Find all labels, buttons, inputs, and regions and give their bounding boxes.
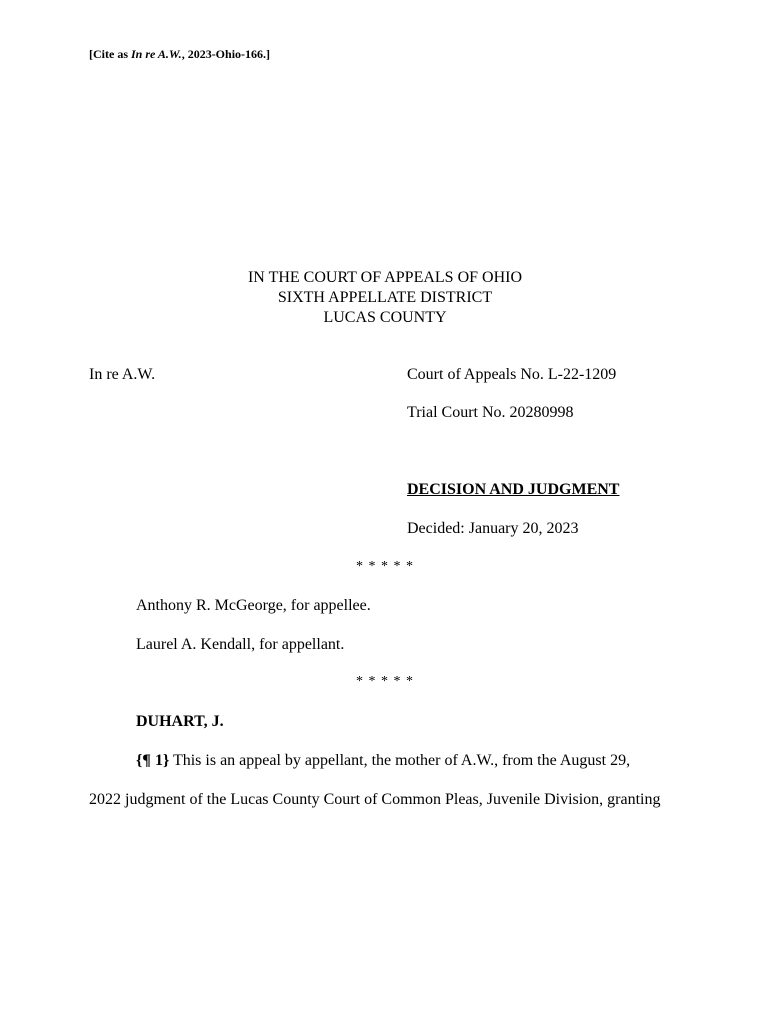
case-name: In re A.W. [89,366,156,383]
cite-case-name: In re A.W. [131,47,182,61]
separator-bottom: * * * * * [356,674,414,689]
court-district: SIXTH APPELLATE DISTRICT [277,289,493,306]
cite-suffix: , 2023-Ohio-166.] [181,47,271,61]
court-county: LUCAS COUNTY [323,309,447,326]
trial-court-number: Trial Court No. 20280998 [407,404,574,421]
cite-prefix: [Cite as [89,47,131,61]
paragraph-number: {¶ 1} [136,752,170,769]
counsel-appellee: Anthony R. McGeorge, for appellee. [136,597,371,614]
judge-name: DUHART, J. [136,713,224,730]
separator-top: * * * * * [356,559,414,574]
appeals-number: Court of Appeals No. L-22-1209 [407,366,617,383]
citation-header [89,47,270,62]
paragraph-1-continued: 2022 judgment of the Lucas County Court of Common Pleas, Juvenile Division, granting [89,791,661,808]
court-name: IN THE COURT OF APPEALS OF OHIO [247,269,523,286]
paragraph-1-text: This is an appeal by appellant, the mother of A.W., from the August 29, [169,752,631,769]
decision-title: DECISION AND JUDGMENT [407,481,620,498]
decided-date: Decided: January 20, 2023 [407,520,579,537]
counsel-appellant: Laurel A. Kendall, for appellant. [136,636,345,653]
paragraph-1 [136,752,630,770]
court-heading [0,268,770,328]
